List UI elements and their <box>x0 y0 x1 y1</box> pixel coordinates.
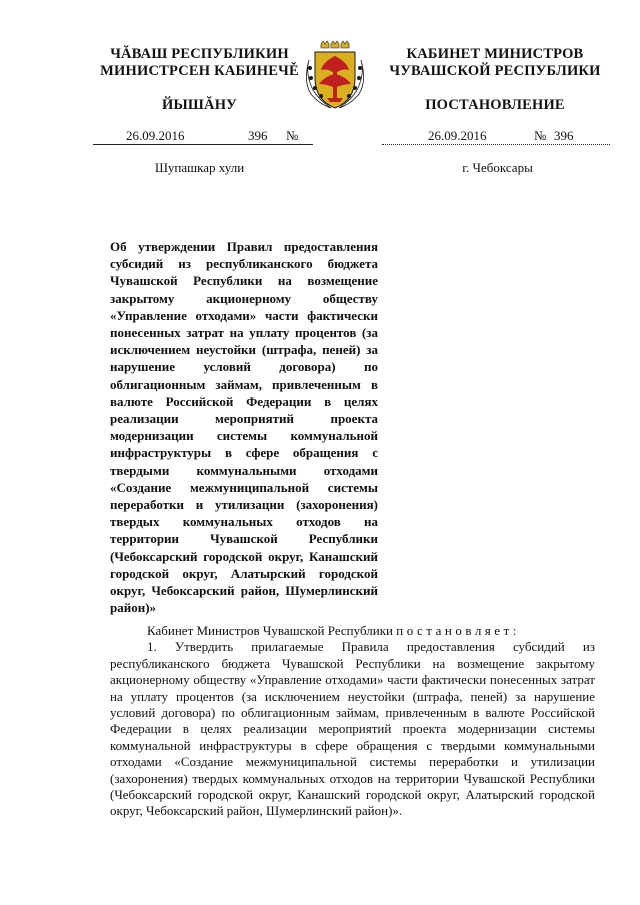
date-right: 26.09.2016 <box>428 128 487 143</box>
chuvash-coat-of-arms-icon <box>303 40 367 114</box>
item-1-paragraph: 1. Утвердить прилагаемые Правила предоставления субсидий из республиканского бюджета Чувашской Республики на возмещение закрытому акционерному обществу «Управление отходами» части фактически понесенных затрат на уплату процентов (за исключением неустойки (штрафа, пеней) за нарушение условий договора) по облигационным займам, привлеченным в валюте Российской Федерации в целях реализации мероприятий проекта модернизации системы коммунальной инфраструктуры в сфере обращения с твердыми коммунальными отходами «Создание межмуниципальной системы переработки и утилизации (захоронения) твердых коммунальных отходов на территории Чувашской Республики (Чебоксарский городской округ, Канашский городской округ, Алатырский городской округ, Чебоксарский район, Шумерлинский район)». <box>110 639 595 819</box>
header-left-authority <box>92 46 307 80</box>
number-left: 396 <box>248 128 268 143</box>
document-body <box>110 623 595 820</box>
dateline-left <box>93 128 313 145</box>
header-right-doc-type: ПОСТАНОВЛЕНИЕ <box>425 97 565 113</box>
intro-subject: Кабинет Министров Чувашской Республики <box>147 623 393 638</box>
city-left: Шупашкар хули <box>154 160 245 175</box>
header-left-line1: ЧĂВАШ РЕСПУБЛИКИН <box>110 46 289 62</box>
number-sign-left: № <box>286 128 299 143</box>
header-left-line2: МИНИСТРСЕН КАБИНЕЧĚ <box>100 63 299 79</box>
intro-paragraph <box>110 623 595 639</box>
number-sign-right: № <box>534 128 547 143</box>
header-right-line2: ЧУВАШСКОЙ РЕСПУБЛИКИ <box>389 63 601 79</box>
dateline-right <box>382 128 610 145</box>
intro-verb: постановляет: <box>396 623 520 638</box>
header-left-doc-type: ЙЫШĂНУ <box>161 97 238 113</box>
date-left: 26.09.2016 <box>126 128 185 143</box>
header-right-authority <box>380 46 610 80</box>
document-title: Об утверждении Правил предоставления субсидий из республиканского бюджета Чувашской Республики на возмещение закрытому акционерному обществу «Управление отходами» части фактически понесенных затрат на уплату процентов (за исключением неустойки (штрафа, пеней) за нарушение условий договора) по облигационным займам, привлеченным в валюте Российской Федерации в целях реализации мероприятий проекта модернизации системы коммунальной инфраструктуры в сфере обращения с твердыми коммунальными отходами «Создание межмуниципальной системы переработки и утилизации (захоронения) твердых коммунальных отходов на территории Чувашской Республики (Чебоксарский городской округ, Канашский городской округ, Алатырский городской округ, Чебоксарский район, Шумерлинский район)» <box>110 239 378 616</box>
header-right-line1: КАБИНЕТ МИНИСТРОВ <box>406 46 584 62</box>
number-right: 396 <box>554 128 574 143</box>
city-right: г. Чебоксары <box>462 160 533 175</box>
